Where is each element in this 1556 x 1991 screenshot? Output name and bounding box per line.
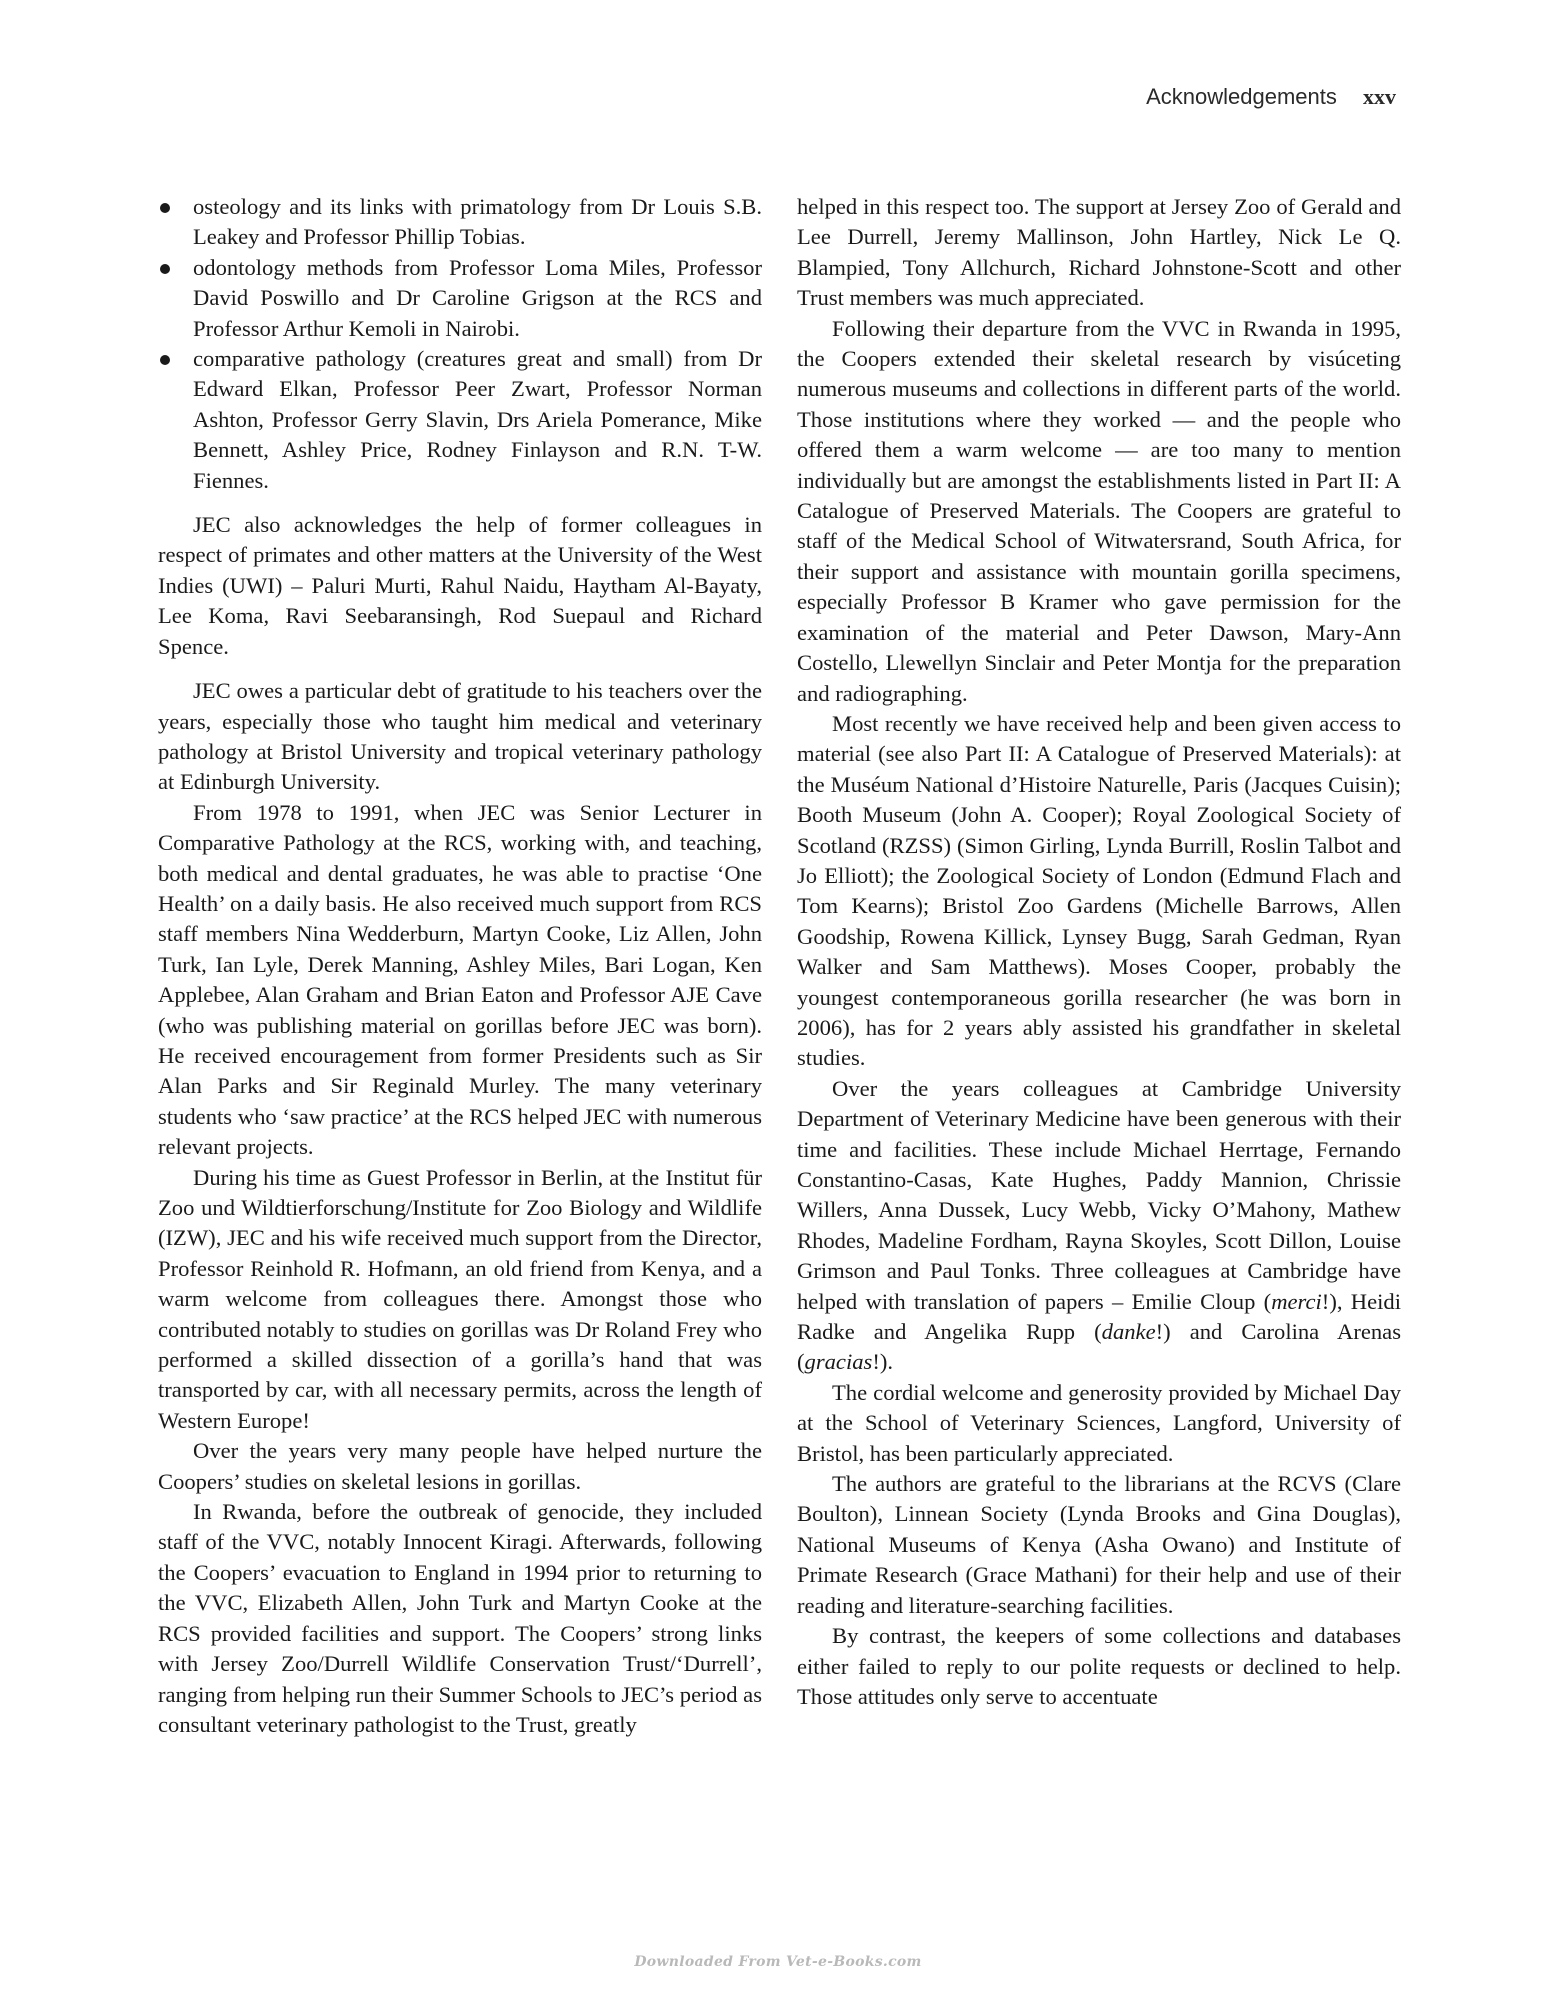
list-item: [158, 253, 762, 344]
paragraph-berlin: During his time as Guest Professor in Berlin, at the Institut für Zoo und Wildtierforschung/Institute for Zoo Biology and Wildlife (IZW), JEC and his wife received much support from the Director, Professor Reinhold R. Hofmann, an old friend from Kenya, and a warm welcome from colleagues there. Amongst those who contributed notably to studies on gorillas was Dr Roland Frey who performed a skilled dissection of a gorilla’s hand that was transported by car, with all necessary permits, across the length of Western Europe!: [158, 1164, 762, 1433]
right-column: [797, 192, 1401, 1712]
download-watermark: Downloaded From Vet-e-Books.com: [634, 1954, 922, 1970]
paragraph-contrast: By contrast, the keepers of some collections and databases either failed to reply to our polite requests or declined to help. Those attitudes only serve to accentuate: [797, 1623, 1401, 1709]
cambridge-text-start: Over the years colleagues at Cambridge University Department of Veterinary Medicine have been generous with their time and facilities. These include Michael Herrtage, Fernando Constantino-Casas, Kate Hughes, Paddy Mannion, Chrissie Willers, Anna Dussek, Lucy Webb, Vicky O’Mahony, Mathew Rhodes, Madeline Fordham, Rayna Skoyles, Scott Dillon, Louise Grimson and Paul Tonks. Three colleagues at Cambridge have helped with translation of papers – Emilie Cloup (: [797, 1075, 1401, 1314]
bullet-text: osteology and its links with primatology from Dr Louis S.B. Leakey and Professor Phillip Tobias.: [193, 194, 762, 250]
bullet-icon: [160, 203, 170, 213]
paragraph-bristol: The cordial welcome and generosity provided by Michael Day at the School of Veterinary Sciences, Langford, University of Bristol, has been particularly appreciated.: [797, 1379, 1401, 1466]
paragraph-cambridge: [797, 1074, 1401, 1378]
bullet-icon: [160, 355, 170, 365]
paragraph-rwanda: In Rwanda, before the outbreak of genocide, they included staff of the VVC, notably Innocent Kiragi. Afterwards, following the Coopers’ evacuation to England in 1994 prior to returning to the VVC, Elizabeth Allen, John Turk and Martyn Cooke at the RCS provided facilities and support. The Coopers’ strong links with Jersey Zoo/Durrell Wildlife Conservation Trust/‘Durrell’, ranging from helping run their Summer Schools to JEC’s period as consultant veterinary pathologist to the Trust, greatly: [158, 1499, 762, 1737]
cambridge-text-end: !).: [872, 1349, 894, 1375]
list-item: [158, 192, 762, 253]
running-header: [1146, 84, 1396, 110]
paragraph-nurture: Over the years very many people have helped nurture the Coopers’ studies on skeletal lesions in gorillas.: [158, 1438, 762, 1494]
gracias-italic: gracias: [804, 1349, 873, 1375]
bullet-list: [158, 192, 762, 496]
cambridge-text-mid1: !), Heidi Radke and Angelika Rupp (: [797, 1288, 1401, 1345]
left-column: [158, 192, 762, 1740]
paragraph-museums: Following their departure from the VVC in Rwanda in 1995, the Coopers extended their skeletal research by visúceting numerous museums and collections in different parts of the world. Those institutions where they worked — and the people who offered them a warm welcome — are too many to mention individually but are amongst the establishments listed in Part II: A Catalogue of Preserved Materials. The Coopers are grateful to staff of the Medical School of Witwatersrand, South Africa, for their support and assistance with mountain gorilla specimens, especially Professor B Kramer who gave permission for the examination of the material and Peter Dawson, Mary-Ann Costello, Llewellyn Sinclair and Peter Montja for the preparation and radiographing.: [797, 315, 1401, 706]
merci-italic: merci: [1271, 1288, 1322, 1314]
paragraph-recent-access: Most recently we have received help and been given access to material (see also Part II: A Catalogue of Preserved Materials): at the Muséum National d’Histoire Naturelle, Paris (Jacques Cuisin); Booth Museum (John A. Cooper); Royal Zoological Society of Scotland (RZSS) (Simon Girling, Lynda Burrill, Roslin Talbot and Jo Elliott); the Zoological Society of London (Edmund Flach and Tom Kearns); Bristol Zoo Gardens (Michelle Barrows, Allen Goodship, Rowena Killick, Lynsey Bugg, Sarah Gedman, Ryan Walker and Sam Matthews). Moses Cooper, probably the youngest contemporaneous gorilla researcher (he was born in 2006), has for 2 years ably assisted his grandfather in skeletal studies.: [797, 710, 1401, 1071]
bullet-text: comparative pathology (creatures great and small) from Dr Edward Elkan, Professor Peer Zwart, Professor Norman Ashton, Professor Gerry Slavin, Drs Ariela Pomerance, Mike Bennett, Ashley Price, Rodney Finlayson and R.N. T-W. Fiennes.: [193, 346, 762, 493]
paragraph-librarians: The authors are grateful to the librarians at the RCVS (Clare Boulton), Linnean Society (Lynda Brooks and Gina Douglas), National Museums of Kenya (Asha Owano) and Institute of Primate Research (Grace Mathani) for their help and use of their reading and literature-searching facilities.: [797, 1471, 1401, 1618]
cambridge-text-mid2: !) and Carolina Arenas (: [797, 1319, 1402, 1375]
section-title: Acknowledgements: [1146, 84, 1337, 109]
page-number: xxv: [1363, 84, 1396, 109]
list-item: [158, 344, 762, 496]
danke-italic: danke: [1101, 1319, 1156, 1345]
bullet-text: odontology methods from Professor Loma Miles, Professor David Poswillo and Dr Caroline Grigson at the RCS and Professor Arthur Kemoli in Nairobi.: [193, 254, 762, 341]
paragraph-jersey-continued: helped in this respect too. The support at Jersey Zoo of Gerald and Lee Durrell, Jeremy Mallinson, John Hartley, Nick Le Q. Blampied, Tony Allchurch, Richard Johnstone-Scott and other Trust members was much appreciated.: [797, 194, 1401, 311]
paragraph-uwi: JEC also acknowledges the help of former colleagues in respect of primates and other matters at the University of the West Indies (UWI) – Paluri Murti, Rahul Naidu, Haytham Al-Bayaty, Lee Koma, Ravi Seebaransingh, Rod Suepaul and Richard Spence.: [158, 512, 762, 659]
paragraph-teachers: JEC owes a particular debt of gratitude to his teachers over the years, especially those who taught him medical and veterinary pathology at Bristol University and tropical veterinary pathology at Edinburgh University.: [158, 678, 762, 795]
paragraph-rcs: From 1978 to 1991, when JEC was Senior Lecturer in Comparative Pathology at the RCS, working with, and teaching, both medical and dental graduates, he was able to practise ‘One Health’ on a daily basis. He also received much support from RCS staff members Nina Wedderburn, Martyn Cooke, Liz Allen, John Turk, Ian Lyle, Derek Manning, Ashley Miles, Bari Logan, Ken Applebee, Alan Graham and Brian Eaton and Professor AJE Cave (who was publishing material on gorillas before JEC was born). He received encouragement from former Presidents such as Sir Alan Parks and Sir Reginald Murley. The many veterinary students who ‘saw practice’ at the RCS helped JEC with numerous relevant projects.: [158, 799, 762, 1160]
bullet-icon: [160, 264, 170, 274]
